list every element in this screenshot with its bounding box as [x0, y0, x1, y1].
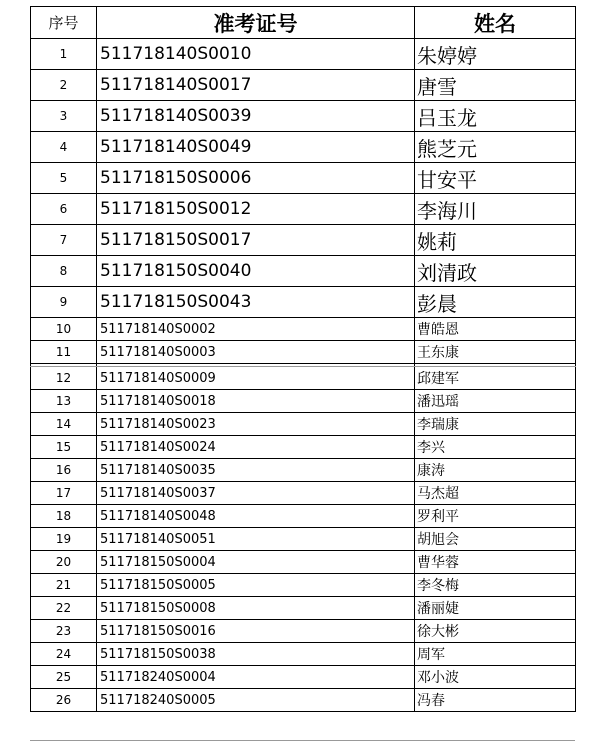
seq-cell[interactable]: 19	[31, 528, 97, 551]
name-cell[interactable]: 李兴	[415, 436, 576, 459]
name-cell[interactable]: 李冬梅	[415, 574, 576, 597]
table-row	[31, 367, 576, 390]
exam-id-cell[interactable]: 511718240S0004	[97, 666, 415, 689]
seq-cell[interactable]: 7	[31, 225, 97, 256]
name-cell[interactable]: 彭晨	[415, 287, 576, 318]
seq-cell[interactable]: 10	[31, 318, 97, 341]
header-row	[31, 7, 576, 39]
table-row	[31, 459, 576, 482]
exam-id-cell[interactable]: 511718140S0018	[97, 390, 415, 413]
name-cell[interactable]: 康涛	[415, 459, 576, 482]
candidate-table	[30, 6, 576, 712]
table-body-large	[31, 39, 576, 318]
seq-cell[interactable]: 2	[31, 70, 97, 101]
exam-id-cell[interactable]: 511718150S0012	[97, 194, 415, 225]
spreadsheet	[30, 6, 575, 712]
seq-cell[interactable]: 23	[31, 620, 97, 643]
table-row	[31, 436, 576, 459]
exam-id-cell[interactable]: 511718140S0002	[97, 318, 415, 341]
name-cell[interactable]: 周军	[415, 643, 576, 666]
seq-cell[interactable]: 3	[31, 101, 97, 132]
table-row	[31, 390, 576, 413]
table-row	[31, 39, 576, 70]
name-cell[interactable]: 王东康	[415, 341, 576, 364]
seq-cell[interactable]: 12	[31, 367, 97, 390]
name-cell[interactable]: 徐大彬	[415, 620, 576, 643]
exam-id-cell[interactable]: 511718240S0005	[97, 689, 415, 712]
exam-id-cell[interactable]: 511718150S0016	[97, 620, 415, 643]
table-body-small	[31, 318, 576, 364]
exam-id-cell[interactable]: 511718150S0005	[97, 574, 415, 597]
seq-cell[interactable]: 25	[31, 666, 97, 689]
table-row	[31, 689, 576, 712]
name-cell[interactable]: 李瑞康	[415, 413, 576, 436]
name-cell[interactable]: 胡旭会	[415, 528, 576, 551]
name-cell[interactable]: 邱建军	[415, 367, 576, 390]
table-row	[31, 620, 576, 643]
seq-cell[interactable]: 13	[31, 390, 97, 413]
table-row	[31, 132, 576, 163]
exam-id-cell[interactable]: 511718140S0039	[97, 101, 415, 132]
exam-id-cell[interactable]: 511718140S0051	[97, 528, 415, 551]
seq-cell[interactable]: 21	[31, 574, 97, 597]
name-cell[interactable]: 曹皓恩	[415, 318, 576, 341]
table-row	[31, 101, 576, 132]
name-cell[interactable]: 姚莉	[415, 225, 576, 256]
exam-id-cell[interactable]: 511718150S0004	[97, 551, 415, 574]
exam-id-cell[interactable]: 511718140S0017	[97, 70, 415, 101]
name-cell[interactable]: 唐雪	[415, 70, 576, 101]
table-row	[31, 287, 576, 318]
seq-cell[interactable]: 17	[31, 482, 97, 505]
seq-cell[interactable]: 5	[31, 163, 97, 194]
name-cell[interactable]: 甘安平	[415, 163, 576, 194]
seq-cell[interactable]: 16	[31, 459, 97, 482]
exam-id-cell[interactable]: 511718140S0049	[97, 132, 415, 163]
header-seq[interactable]: 序号	[31, 7, 97, 39]
name-cell[interactable]: 刘清政	[415, 256, 576, 287]
exam-id-cell[interactable]: 511718150S0017	[97, 225, 415, 256]
table-row	[31, 551, 576, 574]
seq-cell[interactable]: 4	[31, 132, 97, 163]
seq-cell[interactable]: 6	[31, 194, 97, 225]
name-cell[interactable]: 罗利平	[415, 505, 576, 528]
seq-cell[interactable]: 8	[31, 256, 97, 287]
table-row	[31, 413, 576, 436]
name-cell[interactable]: 曹华蓉	[415, 551, 576, 574]
seq-cell[interactable]: 15	[31, 436, 97, 459]
seq-cell[interactable]: 1	[31, 39, 97, 70]
name-cell[interactable]: 吕玉龙	[415, 101, 576, 132]
name-cell[interactable]: 邓小波	[415, 666, 576, 689]
table-row	[31, 194, 576, 225]
table-row	[31, 256, 576, 287]
exam-id-cell[interactable]: 511718140S0048	[97, 505, 415, 528]
table-row	[31, 505, 576, 528]
name-cell[interactable]: 马杰超	[415, 482, 576, 505]
table-row	[31, 318, 576, 341]
name-cell[interactable]: 冯春	[415, 689, 576, 712]
name-cell[interactable]: 潘丽婕	[415, 597, 576, 620]
table-row	[31, 528, 576, 551]
seq-cell[interactable]: 26	[31, 689, 97, 712]
exam-id-cell[interactable]: 511718140S0024	[97, 436, 415, 459]
seq-cell[interactable]: 24	[31, 643, 97, 666]
table-row	[31, 597, 576, 620]
exam-id-cell[interactable]: 511718140S0009	[97, 367, 415, 390]
exam-id-cell[interactable]: 511718150S0006	[97, 163, 415, 194]
exam-id-cell[interactable]: 511718140S0010	[97, 39, 415, 70]
table-row	[31, 341, 576, 364]
table-row	[31, 643, 576, 666]
exam-id-cell[interactable]: 511718140S0035	[97, 459, 415, 482]
table-body-small-2	[31, 367, 576, 712]
exam-id-cell[interactable]: 511718150S0008	[97, 597, 415, 620]
name-cell[interactable]: 朱婷婷	[415, 39, 576, 70]
name-cell[interactable]: 潘迅瑶	[415, 390, 576, 413]
table-row	[31, 574, 576, 597]
exam-id-cell[interactable]: 511718150S0040	[97, 256, 415, 287]
table-row	[31, 70, 576, 101]
exam-id-cell[interactable]: 511718140S0037	[97, 482, 415, 505]
name-cell[interactable]: 李海川	[415, 194, 576, 225]
table-row	[31, 163, 576, 194]
exam-id-cell[interactable]: 511718140S0023	[97, 413, 415, 436]
seq-cell[interactable]: 14	[31, 413, 97, 436]
seq-cell[interactable]: 22	[31, 597, 97, 620]
seq-cell[interactable]: 18	[31, 505, 97, 528]
seq-cell[interactable]: 11	[31, 341, 97, 364]
exam-id-cell[interactable]: 511718140S0003	[97, 341, 415, 364]
exam-id-cell[interactable]: 511718150S0043	[97, 287, 415, 318]
header-name[interactable]: 姓名	[415, 7, 576, 39]
table-row	[31, 482, 576, 505]
header-exam-id[interactable]: 准考证号	[97, 7, 415, 39]
name-cell[interactable]: 熊芝元	[415, 132, 576, 163]
seq-cell[interactable]: 9	[31, 287, 97, 318]
seq-cell[interactable]: 20	[31, 551, 97, 574]
exam-id-cell[interactable]: 511718150S0038	[97, 643, 415, 666]
table-row	[31, 666, 576, 689]
table-row	[31, 225, 576, 256]
